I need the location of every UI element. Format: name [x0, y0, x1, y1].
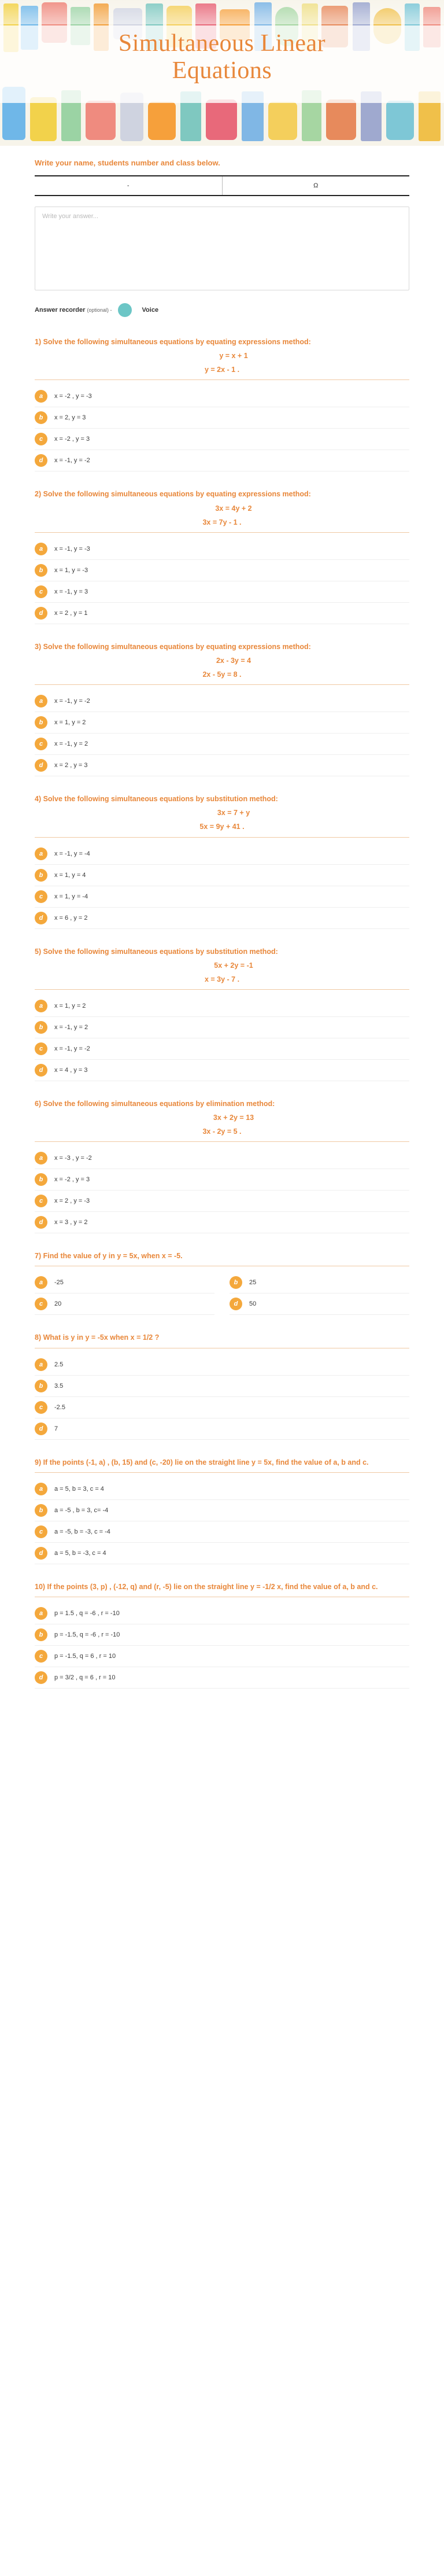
option-bullet: c	[35, 1042, 47, 1055]
question-1-text: 1) Solve the following simultaneous equations by equating expressions method:	[35, 338, 311, 346]
option-label: x = 2 , y = -3	[54, 1197, 90, 1205]
list-item[interactable]	[35, 865, 409, 886]
question-2-equation-2: 3x = 7y - 1 .	[202, 518, 242, 526]
list-item[interactable]	[35, 996, 409, 1017]
list-item[interactable]	[35, 1060, 409, 1081]
option-label: x = 1, y = 4	[54, 871, 86, 879]
option-bullet: b	[35, 411, 47, 424]
option-bullet: a	[35, 1607, 47, 1620]
option-label: x = -1, y = -2	[54, 457, 90, 465]
option-bullet: d	[35, 1422, 47, 1435]
list-item[interactable]	[230, 1272, 409, 1293]
list-item[interactable]	[35, 1397, 409, 1418]
question-3-equation-2: 2x - 5y = 8 .	[202, 670, 242, 679]
option-label: a = -5 , b = 3, c= -4	[54, 1506, 109, 1514]
option-bullet: c	[35, 1195, 47, 1207]
option-bullet: c	[35, 1401, 47, 1414]
option-bullet: b	[35, 716, 47, 729]
option-label: x = 1, y = 2	[54, 1002, 86, 1009]
answer-input[interactable]: Write your answer...	[35, 207, 409, 290]
option-bullet: b	[35, 1628, 47, 1641]
divider	[35, 989, 409, 990]
list-item[interactable]	[35, 1500, 409, 1521]
list-item[interactable]	[35, 1418, 409, 1440]
page-title	[0, 30, 444, 84]
option-label: p = -1.5, q = 6 , r = 10	[54, 1652, 116, 1660]
option-label: -25	[54, 1279, 64, 1287]
class-cell[interactable]: Ω	[222, 176, 409, 196]
list-item[interactable]	[35, 407, 409, 429]
option-label: x = -1, y = -4	[54, 850, 90, 857]
option-label: a = -5, b = -3, c = -4	[54, 1528, 110, 1535]
option-label: x = 1, y = 2	[54, 719, 86, 727]
list-item[interactable]	[35, 843, 409, 865]
option-label: x = -2 , y = 3	[54, 436, 90, 443]
option-bullet: b	[35, 869, 47, 882]
list-item[interactable]	[35, 908, 409, 929]
option-bullet: a	[35, 1152, 47, 1164]
list-item[interactable]	[35, 1624, 409, 1646]
question-1-equation-1: y = x + 1	[219, 352, 248, 360]
question-8-text: 8) What is y in y = -5x when x = 1/2 ?	[35, 1333, 160, 1342]
divider	[35, 379, 409, 380]
question-8	[35, 1332, 409, 1439]
option-bullet: b	[230, 1276, 242, 1289]
question-6-equation-2: 3x - 2y = 5 .	[202, 1127, 242, 1136]
option-label: x = -1, y = 3	[54, 588, 88, 595]
banner-top-overlay	[0, 0, 444, 24]
list-item[interactable]	[35, 886, 409, 908]
divider	[35, 1141, 409, 1142]
question-3-equation-1: 2x - 3y = 4	[216, 656, 251, 665]
option-label: a = 5, b = -3, c = 4	[54, 1549, 106, 1557]
option-label: 7	[54, 1425, 58, 1432]
option-bullet: c	[35, 1298, 47, 1310]
divider	[35, 837, 409, 838]
list-item[interactable]	[35, 581, 409, 603]
list-item[interactable]	[35, 386, 409, 407]
question-5	[35, 946, 409, 1081]
option-bullet: d	[35, 607, 47, 620]
question-6-equation-1: 3x + 2y = 13	[213, 1114, 254, 1122]
question-1-equation-2: y = 2x - 1 .	[204, 366, 240, 374]
question-1	[35, 337, 409, 471]
question-7	[35, 1251, 409, 1315]
option-label: -2.5	[54, 1403, 65, 1411]
student-info-table	[35, 175, 409, 196]
question-4-text: 4) Solve the following simultaneous equations by substitution method:	[35, 795, 278, 804]
option-bullet: c	[35, 1650, 47, 1663]
option-label: x = -2 , y = -3	[54, 393, 92, 400]
option-bullet: c	[35, 1525, 47, 1538]
option-bullet: b	[35, 564, 47, 577]
list-item[interactable]	[35, 603, 409, 624]
list-item[interactable]	[35, 560, 409, 581]
list-item[interactable]	[35, 1376, 409, 1397]
question-4	[35, 794, 409, 928]
option-label: x = 1, y = -4	[54, 893, 88, 900]
question-4-equation-2: 5x = 9y + 41 .	[199, 823, 245, 831]
question-10-text: 10) If the points (3, p) , (-12, q) and (r, -5) lie on the straight line y = -1/2 x, find the value of a, b and c.	[35, 1582, 378, 1591]
list-item[interactable]	[35, 429, 409, 450]
option-bullet: b	[35, 1173, 47, 1186]
voice-label: Voice	[142, 307, 159, 314]
option-bullet: a	[35, 543, 47, 555]
question-2-text: 2) Solve the following simultaneous equations by equating expressions method:	[35, 490, 311, 499]
option-label: x = 6 , y = 2	[54, 914, 88, 922]
question-3-options	[35, 691, 409, 776]
question-10-options	[35, 1603, 409, 1689]
question-9-options	[35, 1479, 409, 1564]
option-label: a = 5, b = 3, c = 4	[54, 1485, 104, 1492]
answer-recorder-label	[35, 307, 112, 314]
option-label: x = 4 , y = 3	[54, 1066, 88, 1074]
option-bullet: c	[35, 890, 47, 903]
option-label: p = -1.5, q = -6 , r = -10	[54, 1631, 120, 1638]
option-label: x = -1, y = 2	[54, 1023, 88, 1031]
option-bullet: d	[35, 1547, 47, 1560]
question-9	[35, 1457, 409, 1564]
list-item[interactable]	[35, 1212, 409, 1233]
option-label: x = 2 , y = 3	[54, 762, 88, 769]
option-label: x = 2 , y = 1	[54, 609, 88, 617]
option-bullet: a	[35, 1483, 47, 1495]
option-label: p = 3/2 , q = 6 , r = 10	[54, 1674, 116, 1681]
question-2	[35, 489, 409, 624]
list-item[interactable]	[35, 539, 409, 560]
list-item[interactable]	[35, 1667, 409, 1689]
list-item[interactable]	[35, 450, 409, 471]
option-bullet: d	[35, 912, 47, 924]
question-4-options	[35, 843, 409, 929]
worksheet-body	[0, 159, 444, 1729]
answer-recorder-row	[35, 303, 409, 317]
list-item[interactable]	[35, 1038, 409, 1060]
question-3	[35, 642, 409, 776]
list-item[interactable]	[35, 1479, 409, 1500]
question-6-options	[35, 1148, 409, 1233]
list-item[interactable]	[35, 1521, 409, 1543]
answer-recorder-label-text: Answer recorder	[35, 307, 86, 314]
list-item[interactable]	[35, 1169, 409, 1191]
option-bullet: a	[35, 1276, 47, 1289]
list-item[interactable]	[35, 755, 409, 776]
option-bullet: c	[35, 433, 47, 445]
option-bullet: d	[35, 454, 47, 467]
option-bullet: d	[230, 1298, 242, 1310]
divider	[35, 684, 409, 685]
page-banner	[0, 0, 444, 146]
option-bullet: a	[35, 695, 47, 707]
question-7-text: 7) Find the value of y in y = 5x, when x = -5.	[35, 1252, 183, 1261]
list-item[interactable]	[35, 712, 409, 734]
list-item[interactable]	[35, 1543, 409, 1564]
option-label: x = -1, y = 2	[54, 740, 88, 748]
option-label: x = -1, y = -2	[54, 1045, 90, 1052]
option-bullet: b	[35, 1504, 47, 1517]
list-item[interactable]	[35, 1191, 409, 1212]
option-bullet: b	[35, 1380, 47, 1392]
question-5-equation-2: x = 3y - 7 .	[204, 975, 240, 983]
question-5-text: 5) Solve the following simultaneous equations by substitution method:	[35, 947, 278, 956]
option-label: x = -1, y = -2	[54, 698, 90, 705]
option-label: 50	[249, 1300, 257, 1308]
table-row	[35, 176, 409, 196]
option-bullet: a	[35, 390, 47, 403]
option-bullet: d	[35, 1216, 47, 1229]
option-bullet: d	[35, 1671, 47, 1684]
list-item[interactable]	[35, 1354, 409, 1376]
question-7-options	[35, 1272, 409, 1315]
option-label: x = 3 , y = 2	[54, 1219, 88, 1226]
page-title-line-1: Simultaneous Linear	[118, 30, 326, 57]
option-bullet: d	[35, 1064, 47, 1077]
option-bullet: a	[35, 1000, 47, 1012]
option-bullet: c	[35, 585, 47, 598]
list-item[interactable]	[35, 1293, 214, 1315]
option-bullet: b	[35, 1021, 47, 1034]
list-item[interactable]	[35, 1272, 214, 1293]
instructions-text: Write your name, students number and class below.	[35, 159, 220, 167]
list-item[interactable]	[230, 1293, 409, 1315]
list-item[interactable]	[35, 1017, 409, 1038]
list-item[interactable]	[35, 1646, 409, 1667]
option-label: p = 1.5 , q = -6 , r = -10	[54, 1609, 120, 1617]
question-6-text: 6) Solve the following simultaneous equations by elimination method:	[35, 1099, 275, 1108]
record-button-icon[interactable]	[118, 303, 132, 317]
question-9-text: 9) If the points (-1, a) , (b, 15) and (c, -20) lie on the straight line y = 5x, find the value of a, b and c.	[35, 1458, 369, 1466]
option-label: 20	[54, 1300, 62, 1308]
question-8-options	[35, 1354, 409, 1440]
option-label: x = 1, y = -3	[54, 566, 88, 574]
list-item[interactable]	[35, 734, 409, 755]
option-label: x = 2, y = 3	[54, 414, 86, 422]
list-item[interactable]	[35, 691, 409, 712]
option-label: 25	[249, 1279, 257, 1287]
divider	[35, 532, 409, 533]
divider	[35, 1472, 409, 1473]
question-4-equation-1: 3x = 7 + y	[217, 809, 250, 817]
answer-recorder-optional-text: (optional) -	[87, 307, 112, 313]
question-3-text: 3) Solve the following simultaneous equations by equating expressions method:	[35, 642, 311, 651]
option-label: x = -3 , y = -2	[54, 1155, 92, 1162]
list-item[interactable]	[35, 1603, 409, 1624]
option-bullet: a	[35, 1358, 47, 1371]
option-bullet: a	[35, 847, 47, 860]
option-label: x = -1, y = -3	[54, 545, 90, 552]
question-10	[35, 1582, 409, 1689]
option-bullet: c	[35, 738, 47, 750]
list-item[interactable]	[35, 1148, 409, 1169]
option-label: 2.5	[54, 1361, 64, 1368]
page-title-line-2: Equations	[172, 57, 272, 84]
option-label: x = -2 , y = 3	[54, 1176, 90, 1184]
name-cell[interactable]: -	[35, 176, 222, 196]
question-1-options	[35, 386, 409, 471]
option-bullet: d	[35, 759, 47, 772]
question-6	[35, 1099, 409, 1233]
option-label: 3.5	[54, 1382, 64, 1390]
question-2-equation-1: 3x = 4y + 2	[215, 504, 252, 513]
question-5-equation-1: 5x + 2y = -1	[214, 961, 253, 970]
question-5-options	[35, 996, 409, 1081]
question-2-options	[35, 539, 409, 624]
